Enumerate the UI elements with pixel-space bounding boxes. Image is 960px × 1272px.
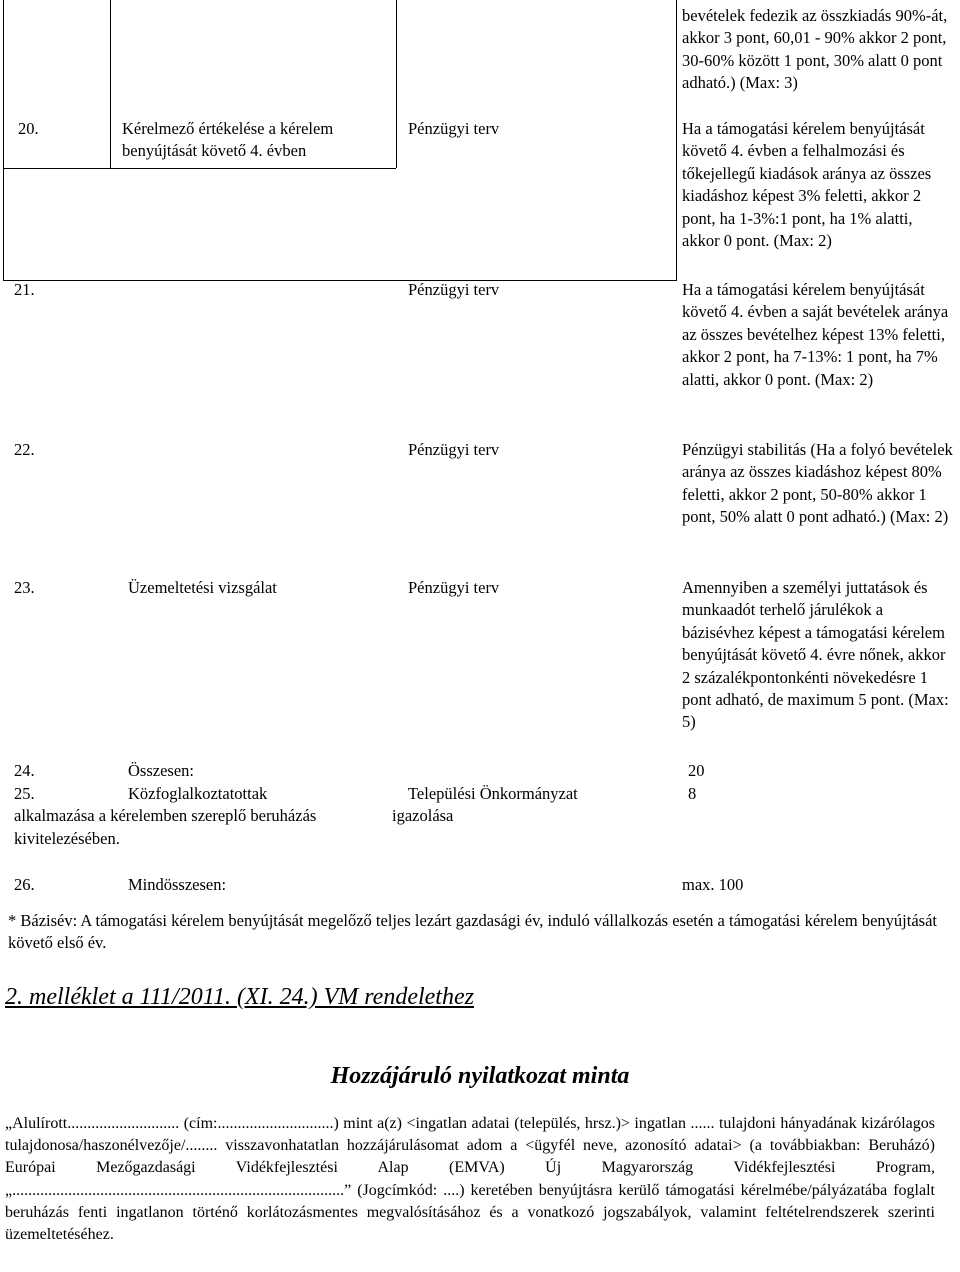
table-border: [3, 0, 4, 280]
criterion-group: Közfoglalkoztatottak alkalmazása a kérelemben szereplő beruházás kivitelezésében.: [14, 784, 317, 848]
source-document: Települési Önkormányzat igazolása: [392, 784, 578, 826]
table-row: [682, 5, 954, 95]
source-document: Pénzügyi terv: [408, 280, 500, 299]
score-value: 20: [688, 761, 705, 780]
row-number: 21.: [14, 280, 35, 299]
criterion-description: Pénzügyi stabilitás (Ha a folyó bevételek aránya az összes kiadáshoz képest 80% feletti, akkor 2 pont, 50-80% akkor 1 pont, 50% alatt 0 pont adható.) (Max: 2): [682, 440, 953, 527]
declaration-text: „Alulírott............................ (cím:.............................) mint a(z) <ingatlan adatai (település, hrsz.)> ingatlan ...... tulajdoni hányadának kizárólagos tulajdonosa/haszonélvezője/........ visszavonhatatlan hozzájárulásomat adom a <ügyfél neve, azonosító adatai> (a továbbiakban: Beruházó) Európai Mezőgazdasági Vidékfejlesztési Alap (EMVA) Új Magyarország Vidékfejlesztési Program, „...................................................................................” (Jogcímkód: ....) keretében benyújtásra kerülő támogatási kérelmébe/pályázatába foglalt beruházás fenti ingatlanon történő korlátozásmentes megvalósításához és a vonatkozó jogszabályok, valamint feltételrendszerek szerinti üzemeltetéséhez.: [5, 1115, 935, 1244]
source-document: Pénzügyi terv: [408, 578, 500, 597]
table-border: [676, 0, 677, 280]
score-value: 8: [688, 784, 697, 803]
table-border: [3, 168, 396, 169]
criterion-group: Összesen:: [128, 761, 194, 780]
criterion-description: Ha a támogatási kérelem benyújtását követő 4. évben a saját bevételek aránya az összes bevételhez képest 13% feletti, akkor 2 pont, ha 7-13%: 1 pont, ha 7% alatti, akkor 0 pont. (Max: 2): [682, 280, 949, 389]
criterion-group: Üzemeltetési vizsgálat: [128, 578, 277, 597]
criterion-description: bevételek fedezik az összkiadás 90%-át, akkor 3 pont, 60,01 - 90% akkor 2 pont, 30-60% között 1 pont, 30% alatt 0 pont adható.) (Max: 3): [682, 6, 948, 93]
criterion-description: Amennyiben a személyi juttatások és munkaadót terhelő járulékok a bázisévhez képest a támogatási kérelem benyújtását követő 4. évre nőnek, akkor 2 százalékpontonkénti növekedésre 1 pont adható, de maximum 5 pont. (Max: 5): [682, 578, 949, 732]
annex-title: 2. melléklet a 111/2011. (XI. 24.) VM rendelethez: [5, 984, 474, 1010]
declaration-title: Hozzájáruló nyilatkozat minta: [330, 1063, 630, 1089]
row-number: 25.: [14, 784, 35, 803]
source-document: Pénzügyi terv: [408, 440, 500, 459]
criterion-description: Ha a támogatási kérelem benyújtását követő 4. évben a felhalmozási és tőkejellegű kiadások aránya az összes kiadáshoz képest 3% feletti, akkor 2 pont, ha 1-3%:1 pont, ha 1% alatti, akkor 0 pont. (Max: 2): [682, 119, 932, 251]
score-value: max. 100: [682, 875, 744, 894]
footnote: * Bázisév: A támogatási kérelem benyújtását megelőző teljes lezárt gazdasági év, induló vállalkozás esetén a támogatási kérelem benyújtását követő első év.: [8, 911, 938, 953]
table-border: [110, 0, 111, 168]
row-number: 22.: [14, 440, 35, 459]
row-number: 23.: [14, 578, 35, 597]
row-number: 20.: [18, 119, 39, 138]
row-number: 26.: [14, 875, 35, 894]
criterion-group: Mindösszesen:: [128, 875, 227, 894]
row-number: 24.: [14, 761, 35, 780]
source-document: Pénzügyi terv: [408, 119, 500, 138]
criterion-group: Kérelmező értékelése a kérelem benyújtását követő 4. évben: [122, 119, 334, 161]
table-border: [396, 0, 397, 168]
